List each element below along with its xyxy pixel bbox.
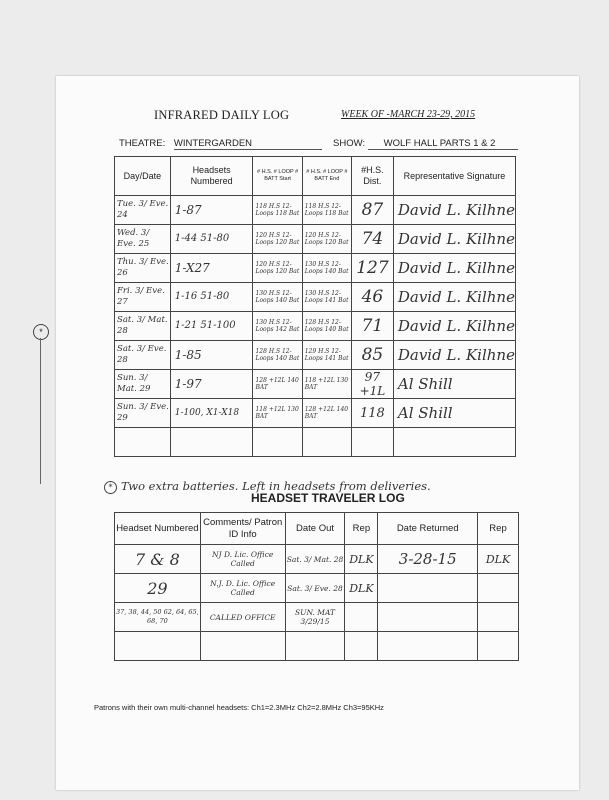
- dist-cell: 74: [351, 225, 393, 254]
- comments-cell: N.J. D. Lic. Office Called: [200, 574, 285, 603]
- headset-cell: 29: [115, 574, 201, 603]
- date-out-cell: Sat. 3/ Eve. 28: [285, 574, 345, 603]
- week-value: MARCH 23-29, 2015: [389, 109, 476, 120]
- day-date-cell: Wed. 3/ Eve. 25: [115, 225, 171, 254]
- headsets-cell: 1-87: [170, 196, 253, 225]
- headset-cell: 37, 38, 44, 50 62, 64, 65, 68, 70: [115, 603, 201, 632]
- col-date-returned: Date Returned: [378, 513, 478, 545]
- rep-returned-cell: [478, 574, 519, 603]
- end-cell: 129 H.S 12-Loops 141 Bat: [302, 341, 351, 370]
- comments-cell: [200, 632, 285, 661]
- start-cell: 128 H.S 12-Loops 140 Bat: [253, 341, 302, 370]
- note-arrow-line: [40, 338, 41, 484]
- end-cell: 120 H.S 12-Loops 120 Bat: [302, 225, 351, 254]
- headsets-cell: 1-97: [170, 370, 253, 399]
- dist-cell: 87: [351, 196, 393, 225]
- date-returned-cell: 3-28-15: [378, 545, 478, 574]
- start-cell: 118 +12L 130 BAT: [253, 399, 302, 428]
- end-cell: 118 H.S 12-Loops 118 Bat: [302, 196, 351, 225]
- theatre-label: THEATRE:: [119, 138, 166, 149]
- dist-cell: 85: [351, 341, 393, 370]
- dist-cell: 127: [351, 254, 393, 283]
- traveler-log-table: [114, 512, 519, 661]
- table-row: [115, 312, 516, 341]
- table-row: [115, 574, 519, 603]
- col-day-date: Day/Date: [115, 157, 171, 196]
- signature-cell: David L. Kilhne: [393, 225, 515, 254]
- traveler-header-row: [115, 513, 519, 545]
- dist-cell: 97 +1L: [351, 370, 393, 399]
- col-representative-signature: Representative Signature: [393, 157, 515, 196]
- note-marker-icon: *: [104, 481, 117, 494]
- comments-cell: NJ D. Lic. Office Called: [200, 545, 285, 574]
- headsets-cell: 1-100, X1-X18: [170, 399, 253, 428]
- rep-cell: DLK: [345, 545, 378, 574]
- headsets-cell: 1-85: [170, 341, 253, 370]
- col-comments: Comments/ Patron ID Info: [200, 513, 285, 545]
- rep-cell: [345, 632, 378, 661]
- table-row: [115, 545, 519, 574]
- end-cell: 128 +12L 140 BAT: [302, 399, 351, 428]
- page-title: INFRARED DAILY LOG: [154, 108, 290, 122]
- start-cell: 120 H.S 12-Loops 120 Bat: [253, 254, 302, 283]
- note-text: Two extra batteries. Left in headsets from deliveries.: [121, 479, 431, 493]
- date-out-cell: Sat. 3/ Mat. 28: [285, 545, 345, 574]
- signature-cell: David L. Kilhne: [393, 283, 515, 312]
- col-headsets-numbered: Headsets Numbered: [170, 157, 253, 196]
- day-date-cell: Sat. 3/ Eve. 28: [115, 341, 171, 370]
- day-date-cell: Tue. 3/ Eve. 24: [115, 196, 171, 225]
- show-value: WOLF HALL PARTS 1 & 2: [383, 138, 496, 149]
- headset-cell: [115, 632, 201, 661]
- date-returned-cell: [378, 574, 478, 603]
- signature-cell: David L. Kilhne: [393, 312, 515, 341]
- log-sheet: [39, 76, 579, 790]
- signature-cell: David L. Kilhne: [393, 196, 515, 225]
- headsets-cell: 1-21 51-100: [170, 312, 253, 341]
- daily-log-header-row: [115, 157, 516, 196]
- headsets-cell: 1-44 51-80: [170, 225, 253, 254]
- day-date-cell: Thu. 3/ Eve. 26: [115, 254, 171, 283]
- col-start: # H.S. # LOOP # BATT Start: [253, 157, 302, 196]
- theatre-field: [119, 138, 252, 149]
- start-cell: 128 +12L 140 BAT: [253, 370, 302, 399]
- day-date-cell: Fri. 3/ Eve. 27: [115, 283, 171, 312]
- theatre-underline: [174, 149, 322, 150]
- rep-returned-cell: [478, 632, 519, 661]
- dist-cell: 46: [351, 283, 393, 312]
- end-cell: 118 +12L 130 BAT: [302, 370, 351, 399]
- comments-cell: CALLED OFFICE: [200, 603, 285, 632]
- col-headset-numbered: Headset Numbered: [115, 513, 201, 545]
- start-cell: 130 H.S 12-Loops 140 Bat: [253, 283, 302, 312]
- start-cell: 130 H.S 12-Loops 142 Bat: [253, 312, 302, 341]
- theatre-value: WINTERGARDEN: [173, 138, 253, 149]
- col-hs-dist: #H.S. Dist.: [351, 157, 393, 196]
- date-returned-cell: [378, 603, 478, 632]
- rep-cell: DLK: [345, 574, 378, 603]
- table-row: [115, 603, 519, 632]
- week-of: [341, 109, 475, 120]
- table-row: [115, 196, 516, 225]
- col-date-out: Date Out: [285, 513, 345, 545]
- col-rep-returned: Rep: [478, 513, 519, 545]
- traveler-log-title: HEADSET TRAVELER LOG: [251, 491, 405, 505]
- table-row: [115, 399, 516, 428]
- col-end: # H.S. # LOOP # BATT End: [302, 157, 351, 196]
- daily-log-table: [114, 156, 516, 457]
- rep-cell: [345, 603, 378, 632]
- start-cell: 120 H.S 12-Loops 120 Bat: [253, 225, 302, 254]
- signature-cell: Al Shill: [393, 399, 515, 428]
- date-out-cell: [285, 632, 345, 661]
- headsets-cell: [170, 428, 253, 457]
- end-cell: 130 H.S 12-Loops 141 Bat: [302, 283, 351, 312]
- start-cell: [253, 428, 302, 457]
- day-date-cell: Sun. 3/ Mat. 29: [115, 370, 171, 399]
- rep-returned-cell: [478, 603, 519, 632]
- signature-cell: David L. Kilhne: [393, 341, 515, 370]
- footer-note: Patrons with their own multi-channel headsets: Ch1=2.3MHz Ch2=2.8MHz Ch3=95KHz: [94, 703, 384, 712]
- dist-cell: 71: [351, 312, 393, 341]
- show-field: [333, 138, 495, 149]
- table-row: [115, 341, 516, 370]
- asterisk-marker-icon: *: [33, 324, 49, 340]
- table-row: [115, 254, 516, 283]
- rep-returned-cell: DLK: [478, 545, 519, 574]
- signature-cell: [393, 428, 515, 457]
- headsets-cell: 1-16 51-80: [170, 283, 253, 312]
- table-row: [115, 225, 516, 254]
- signature-cell: Al Shill: [393, 370, 515, 399]
- date-returned-cell: [378, 632, 478, 661]
- end-cell: [302, 428, 351, 457]
- headsets-cell: 1-X27: [170, 254, 253, 283]
- col-rep: Rep: [345, 513, 378, 545]
- table-row: [115, 283, 516, 312]
- date-out-cell: SUN. MAT 3/29/15: [285, 603, 345, 632]
- show-underline: [368, 149, 518, 150]
- start-cell: 118 H.S 12-Loops 118 Bat: [253, 196, 302, 225]
- table-row: [115, 632, 519, 661]
- table-row: [115, 428, 516, 457]
- dist-cell: [351, 428, 393, 457]
- table-row: [115, 370, 516, 399]
- week-label: WEEK OF -: [341, 109, 390, 120]
- signature-cell: David L. Kilhne: [393, 254, 515, 283]
- headset-cell: 7 & 8: [115, 545, 201, 574]
- day-date-cell: Sun. 3/ Eve. 29: [115, 399, 171, 428]
- end-cell: 130 H.S 12-Loops 140 Bat: [302, 254, 351, 283]
- end-cell: 128 H.S 12-Loops 140 Bat: [302, 312, 351, 341]
- day-date-cell: [115, 428, 171, 457]
- show-label: SHOW:: [333, 138, 366, 149]
- day-date-cell: Sat. 3/ Mat. 28: [115, 312, 171, 341]
- dist-cell: 118: [351, 399, 393, 428]
